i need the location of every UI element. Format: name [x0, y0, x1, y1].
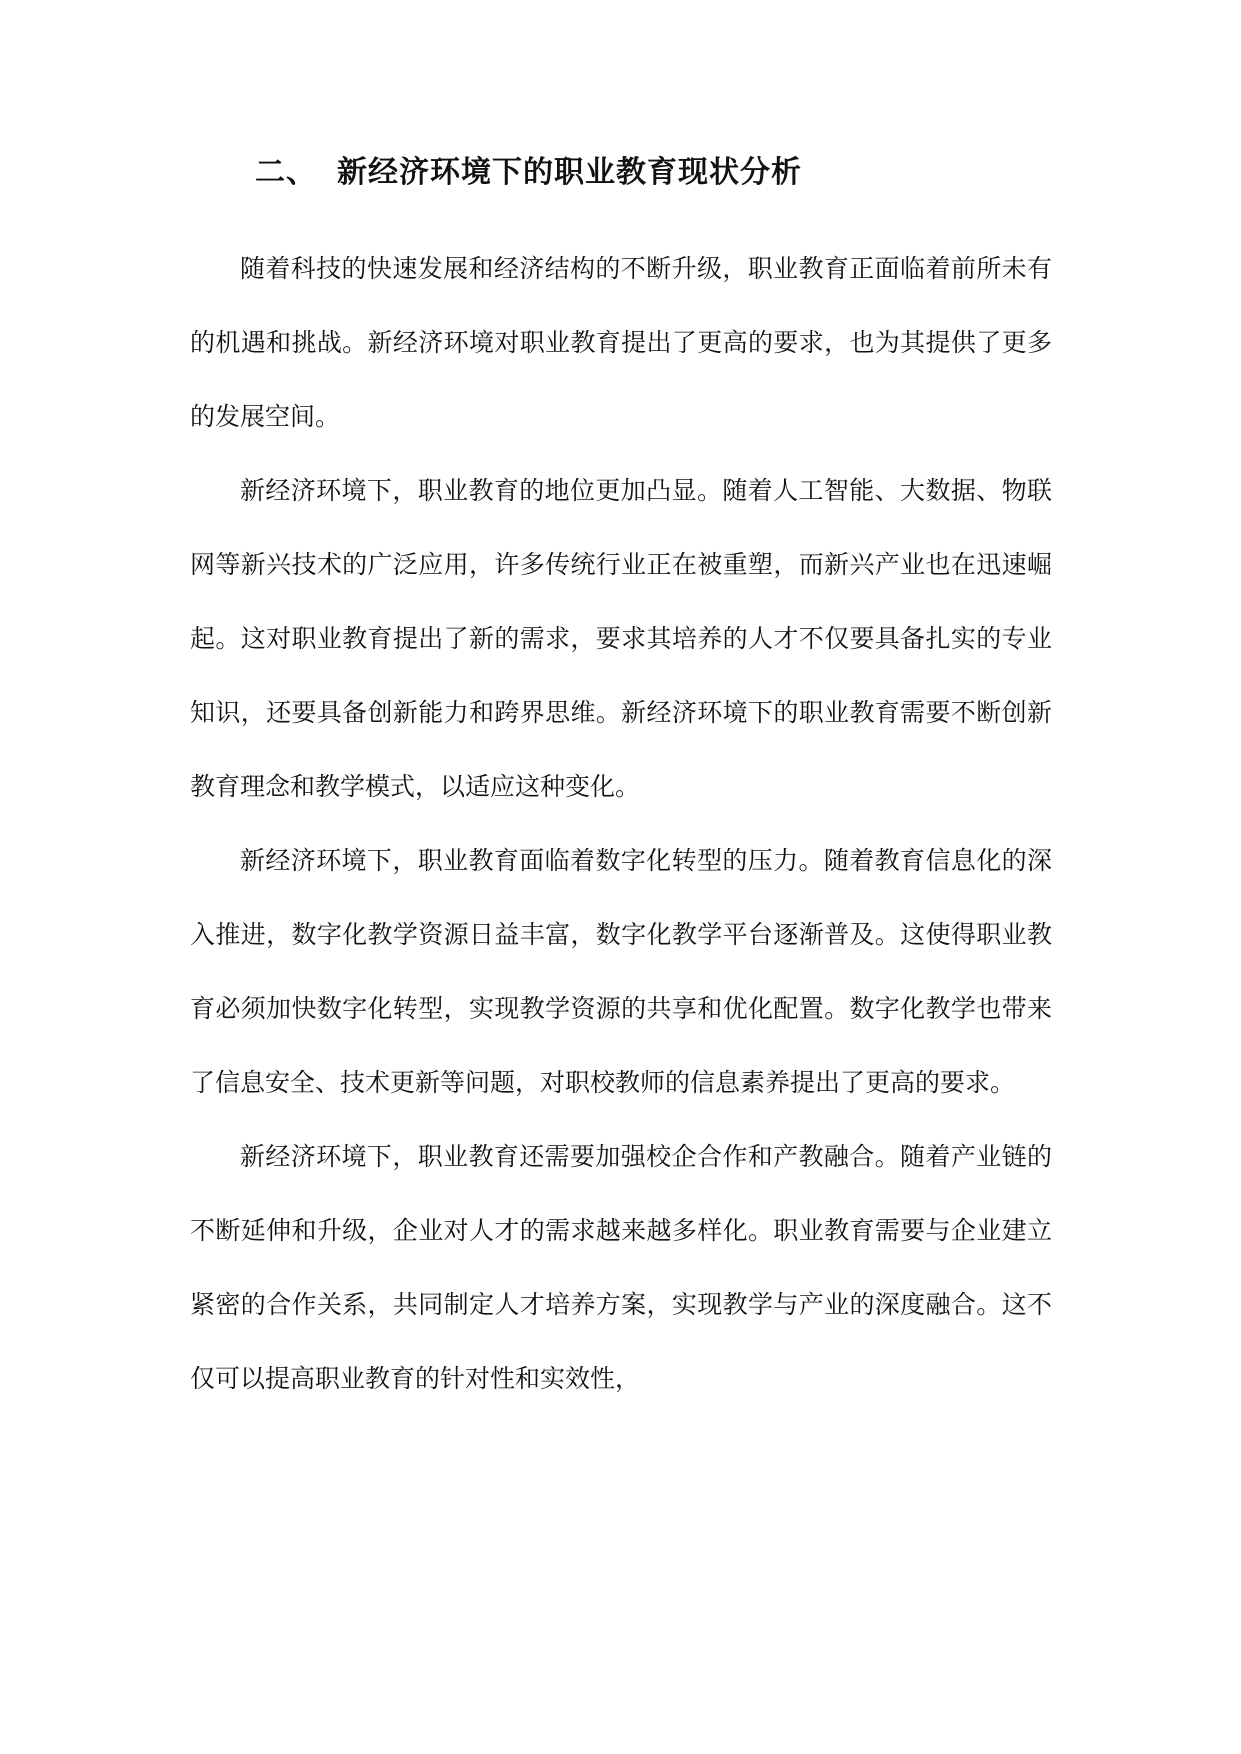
section-heading: [255, 148, 802, 198]
paragraph-1: 随着科技的快速发展和经济结构的不断升级，职业教育正面临着前所未有的机遇和挑战。新经济环境对职业教育提出了更高的要求，也为其提供了更多的发展空间。: [190, 254, 1052, 431]
body-text: [190, 232, 1052, 1416]
section-number: 二、: [255, 155, 317, 190]
section-title: 新经济环境下的职业教育现状分析: [337, 155, 802, 190]
paragraph-4: 新经济环境下，职业教育还需要加强校企合作和产教融合。随着产业链的不断延伸和升级，企业对人才的需求越来越多样化。职业教育需要与企业建立紧密的合作关系，共同制定人才培养方案，实现教学与产业的深度融合。这不仅可以提高职业教育的针对性和实效性，: [190, 1142, 1052, 1393]
paragraph-2: 新经济环境下，职业教育的地位更加凸显。随着人工智能、大数据、物联网等新兴技术的广泛应用，许多传统行业正在被重塑，而新兴产业也在迅速崛起。这对职业教育提出了新的需求，要求其培养的人才不仅要具备扎实的专业知识，还要具备创新能力和跨界思维。新经济环境下的职业教育需要不断创新教育理念和教学模式，以适应这种变化。: [190, 476, 1052, 801]
paragraph-3: 新经济环境下，职业教育面临着数字化转型的压力。随着教育信息化的深入推进，数字化教学资源日益丰富，数字化教学平台逐渐普及。这使得职业教育必须加快数字化转型，实现教学资源的共享和优化配置。数字化教学也带来了信息安全、技术更新等问题，对职校教师的信息素养提出了更高的要求。: [190, 846, 1052, 1097]
